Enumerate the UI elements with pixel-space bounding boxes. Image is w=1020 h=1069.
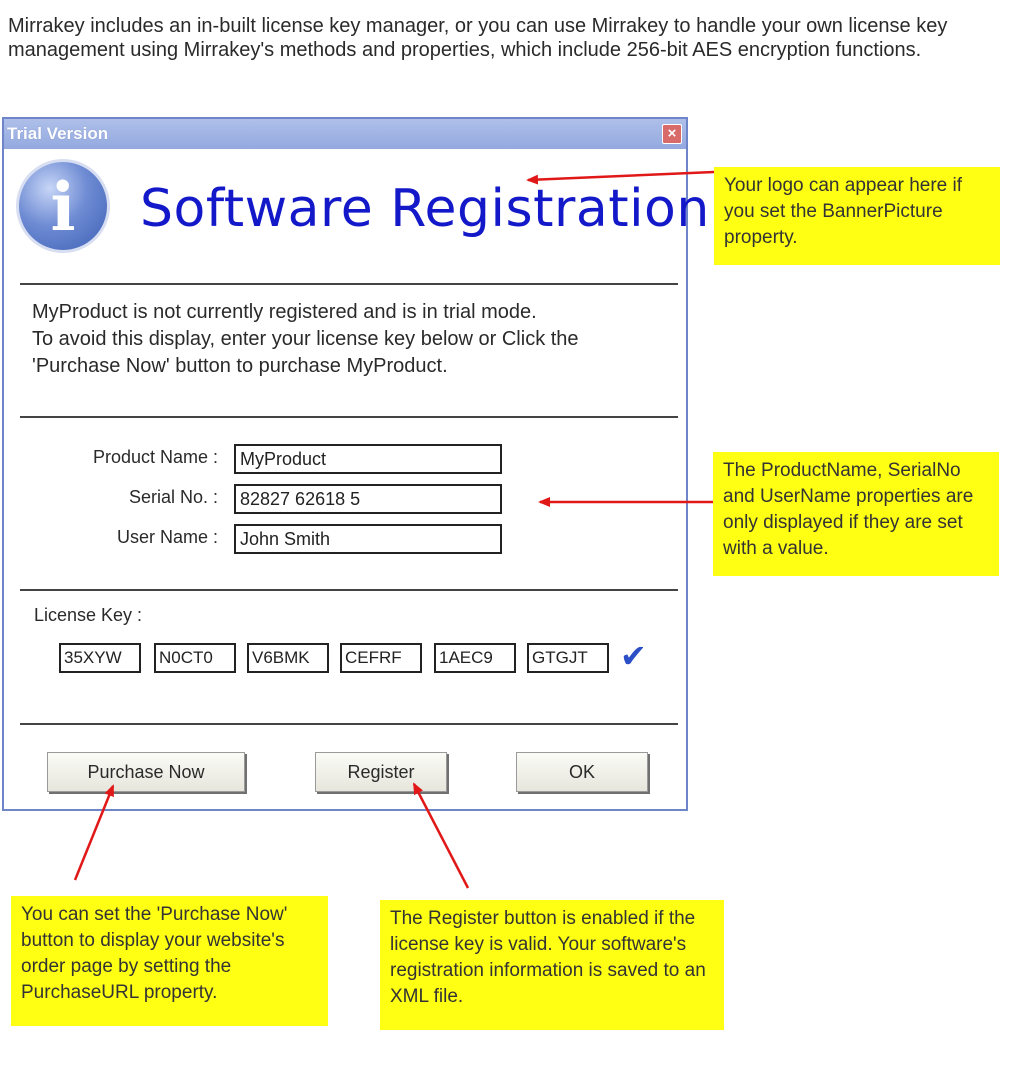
check-icon: ✔ bbox=[620, 638, 647, 674]
purchase-url-callout: You can set the 'Purchase Now' button to display your website's order page by setting the PurchaseURL property. bbox=[11, 896, 328, 1026]
ok-button[interactable]: OK bbox=[516, 752, 648, 792]
banner-title: Software Registration bbox=[140, 179, 710, 239]
message-line: To avoid this display, enter your license key below or Click the bbox=[32, 328, 579, 350]
serial-no-label: Serial No. : bbox=[128, 487, 218, 507]
purchase-arrow bbox=[75, 786, 113, 880]
window-title: Trial Version bbox=[7, 124, 109, 143]
register-arrow bbox=[414, 784, 468, 888]
info-glyph: i bbox=[50, 168, 76, 246]
logo-arrow bbox=[528, 172, 714, 180]
register-callout: The Register button is enabled if the license key is valid. Your software's registration information is saved to an XML file. bbox=[380, 900, 724, 1030]
message-line: MyProduct is not currently registered and is in trial mode. bbox=[32, 301, 537, 323]
product-name-label: Product Name : bbox=[92, 447, 218, 467]
properties-callout: The ProductName, SerialNo and UserName properties are only displayed if they are set with a value. bbox=[713, 452, 999, 576]
user-name-label: User Name : bbox=[116, 527, 218, 547]
close-icon[interactable]: × bbox=[662, 124, 682, 144]
register-button[interactable]: Register bbox=[315, 752, 447, 792]
message-line: 'Purchase Now' button to purchase MyProduct. bbox=[32, 355, 448, 377]
purchase-now-button[interactable]: Purchase Now bbox=[47, 752, 245, 792]
license-key-label: License Key : bbox=[34, 605, 143, 625]
intro-text: Mirrakey includes an in-built license key manager, or you can use Mirrakey to handle your own license key management using Mirrakey's methods and properties, which include 256-bit AES encryption functions. bbox=[8, 15, 948, 61]
logo-callout: Your logo can appear here if you set the BannerPicture property. bbox=[714, 167, 1000, 265]
